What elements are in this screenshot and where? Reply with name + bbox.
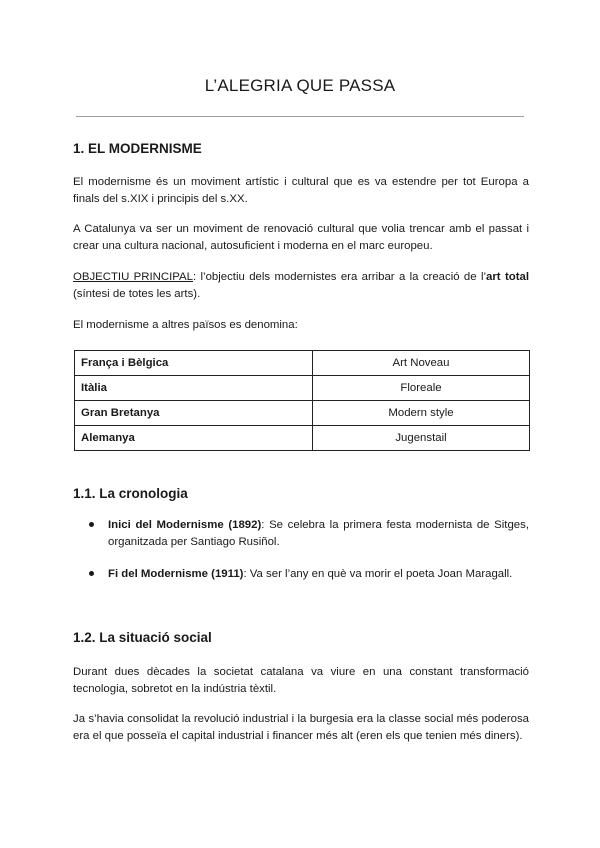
title-divider xyxy=(76,116,524,117)
objectiu-text: : l’objectiu dels modernistes era arribar a la creació de l’ xyxy=(192,271,487,283)
names-table xyxy=(74,350,530,451)
list-item-bold: Fi del Modernisme (1911) xyxy=(108,568,244,580)
page-title: L’ALEGRIA QUE PASSA xyxy=(204,76,396,95)
section-heading-modernisme: 1. EL MODERNISME xyxy=(73,141,202,156)
table-cell-country: Itàlia xyxy=(75,376,313,401)
table-row xyxy=(75,376,530,401)
list-item xyxy=(73,566,529,583)
table-cell-name: Floreale xyxy=(313,376,530,401)
bullet-icon xyxy=(89,571,94,576)
list-item xyxy=(73,517,529,551)
paragraph-societat: Durant dues dècades la societat catalana va viure en una constant transformació tecnologia, sobretot en la indústria tèxtil. xyxy=(73,666,529,695)
list-item-bold: Inici del Modernisme (1892) xyxy=(108,519,262,531)
objectiu-bold: art total xyxy=(486,271,529,283)
table-cell-name: Art Noveau xyxy=(313,351,530,376)
subsection-heading-situacio: 1.2. La situació social xyxy=(73,630,212,645)
list-item-text: : Se celebra la primera festa modernista de Sitges, organitzada per Santiago Rusiñol. xyxy=(108,519,529,548)
table-cell-country: França i Bèlgica xyxy=(75,351,313,376)
paragraph-objectiu xyxy=(73,269,529,303)
cronologia-list xyxy=(73,517,529,551)
bullet-icon xyxy=(89,522,94,527)
table-row xyxy=(75,351,530,376)
table-cell-country: Gran Bretanya xyxy=(75,401,313,426)
table-row xyxy=(75,426,530,451)
list-item-text: : Va ser l’any en què va morir el poeta Joan Maragall. xyxy=(243,568,513,580)
paragraph-definition: El modernisme és un moviment artístic i cultural que es va estendre per tot Europa a finals del s.XIX i principis del s.XX. xyxy=(73,176,529,205)
paragraph-burgesia: Ja s’havia consolidat la revolució industrial i la burgesia era la classe social més poderosa era el que posseïa el capital industrial i financer més alt (eren els que tenien més diners). xyxy=(73,713,529,742)
table-row xyxy=(75,401,530,426)
objectiu-end: (síntesi de totes les arts). xyxy=(73,288,201,300)
cronologia-list-2 xyxy=(73,566,529,583)
table-cell-name: Jugenstail xyxy=(313,426,530,451)
table-cell-name: Modern style xyxy=(313,401,530,426)
paragraph-catalunya: A Catalunya va ser un moviment de renovació cultural que volia trencar amb el passat i crear una cultura nacional, autosuficient i moderna en el marc europeu. xyxy=(73,223,529,252)
objectiu-label: OBJECTIU PRINCIPAL xyxy=(73,271,193,283)
subsection-heading-cronologia: 1.1. La cronologia xyxy=(73,486,188,501)
paragraph-denomina: El modernisme a altres països es denomina: xyxy=(73,319,298,331)
table-cell-country: Alemanya xyxy=(75,426,313,451)
